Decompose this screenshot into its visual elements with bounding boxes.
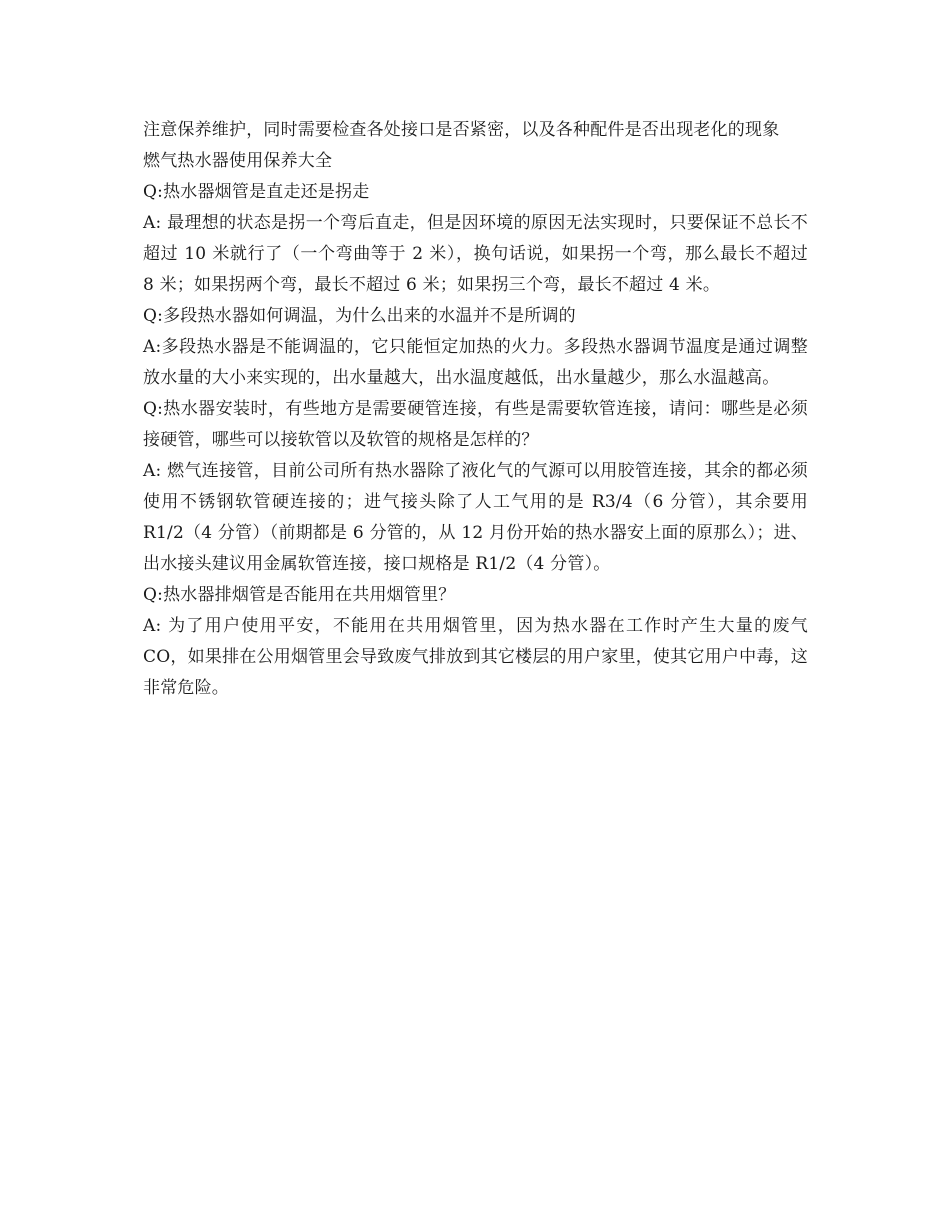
document-body [143, 115, 808, 704]
answer-flue-pipe: A: 最理想的状态是拐一个弯后直走，但是因环境的原因无法实现时，只要保证不总长不超过 10 米就行了（一个弯曲等于 2 米），换句话说，如果拐一个弯，那么最长不超过 8 米；如果拐两个弯，最长不超过 6 米；如果拐三个弯，最长不超过 4 米。 [143, 213, 808, 295]
question-shared-flue: Q:热水器排烟管是否能用在共用烟管里？ [143, 585, 456, 605]
paragraph-maintenance-note: 注意保养维护，同时需要检查各处接口是否紧密，以及各种配件是否出现老化的现象 [143, 120, 780, 140]
question-pipe-connection: Q:热水器安装时，有些地方是需要硬管连接，有些是需要软管连接，请问：哪些是必须接硬管，哪些可以接软管以及软管的规格是怎样的？ [143, 399, 808, 450]
answer-pipe-connection: A: 燃气连接管，目前公司所有热水器除了液化气的气源可以用胶管连接，其余的都必须使用不锈钢软管硬连接的；进气接头除了人工气用的是 R3/4（6 分管），其余要用 R1/2（4 分管）（前期都是 6 分管的，从 12 月份开始的热水器安上面的原那么）；进、出水接头建议用金属软管连接，接口规格是 R1/2（4 分管）。 [143, 461, 808, 574]
answer-shared-flue: A: 为了用户使用平安，不能用在共用烟管里，因为热水器在工作时产生大量的废气 CO，如果排在公用烟管里会导致废气排放到其它楼层的用户家里，使其它用户中毒，这非常危险。 [143, 616, 808, 698]
question-flue-pipe: Q:热水器烟管是直走还是拐走 [143, 182, 370, 202]
question-multi-stage-temp: Q:多段热水器如何调温，为什么出来的水温并不是所调的 [143, 306, 576, 326]
answer-multi-stage-temp: A:多段热水器是不能调温的，它只能恒定加热的火力。多段热水器调节温度是通过调整放水量的大小来实现的，出水量越大，出水温度越低，出水量越少，那么水温越高。 [143, 337, 808, 388]
section-heading: 燃气热水器使用保养大全 [143, 151, 333, 171]
